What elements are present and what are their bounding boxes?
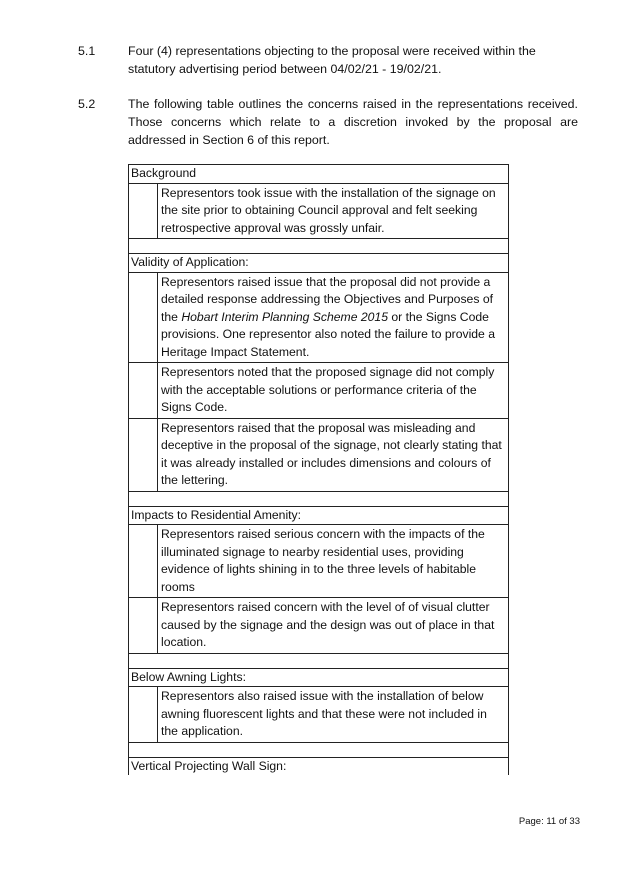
table-row <box>129 272 509 363</box>
table-row <box>129 525 509 598</box>
paragraph-number: 5.1 <box>78 44 96 58</box>
concern-text: Representors raised that the proposal was misleading and deceptive in the proposal of the signage, not clearly stating that it was already installed or includes dimensions and colours of the lettering. <box>158 418 509 491</box>
table-row <box>129 363 509 419</box>
table-section-heading <box>129 506 509 525</box>
spacer-row <box>129 742 509 757</box>
paragraph-line: statutory advertising period between 04/02/21 - 19/02/21. <box>128 62 442 76</box>
table-row <box>129 418 509 491</box>
spacer-row <box>129 239 509 254</box>
concerns-table <box>128 164 509 775</box>
table-row <box>129 183 509 239</box>
section-heading: Impacts to Residential Amenity: <box>129 506 509 525</box>
planning-scheme-title: Hobart Interim Planning Scheme 2015 <box>181 309 388 324</box>
section-heading: Below Awning Lights: <box>129 668 509 687</box>
concern-text: Representors raised issue that the proposal did not provide a detailed response addressing the Objectives and Purposes of the Hobart Interim Planning Scheme 2015 or the Signs Code provisions. One representor also noted the failure to provide a Heritage Impact Statement. <box>158 272 509 363</box>
paragraph-line: addressed in Section 6 of this report. <box>128 133 330 147</box>
spacer-row <box>129 653 509 668</box>
table-section-heading <box>129 757 509 775</box>
section-heading: Validity of Application: <box>129 254 509 273</box>
concern-text: Representors took issue with the installation of the signage on the site prior to obtaining Council approval and felt seeking retrospective approval was grossly unfair. <box>158 183 509 239</box>
table-row <box>129 687 509 743</box>
section-heading: Background <box>129 165 509 184</box>
paragraph-text <box>128 42 578 78</box>
page-number: Page: 11 of 33 <box>518 816 580 827</box>
table-section-heading <box>129 165 509 184</box>
paragraph-number: 5.2 <box>78 97 96 111</box>
table-section-heading <box>129 254 509 273</box>
paragraph-text <box>128 95 578 149</box>
table-section-heading <box>129 668 509 687</box>
paragraph-line: Four (4) representations objecting to the proposal were received within the <box>128 44 536 58</box>
paragraph-line: The following table outlines the concerns raised in the representations received. <box>128 97 578 111</box>
concern-text: Representors raised serious concern with the impacts of the illuminated signage to nearby residential uses, providing evidence of lights shining in to the three levels of habitable rooms <box>158 525 509 598</box>
concern-text: Representors also raised issue with the installation of below awning fluorescent lights and that these were not included in the application. <box>158 687 509 743</box>
section-heading: Vertical Projecting Wall Sign: <box>129 757 509 775</box>
table-row <box>129 598 509 654</box>
concern-text: Representors raised concern with the level of of visual clutter caused by the signage and the design was out of place in that location. <box>158 598 509 654</box>
concern-text: Representors noted that the proposed signage did not comply with the acceptable solutions or performance criteria of the Signs Code. <box>158 363 509 419</box>
spacer-row <box>129 491 509 506</box>
paragraph-line: Those concerns which relate to a discretion invoked by the proposal are <box>128 115 578 129</box>
